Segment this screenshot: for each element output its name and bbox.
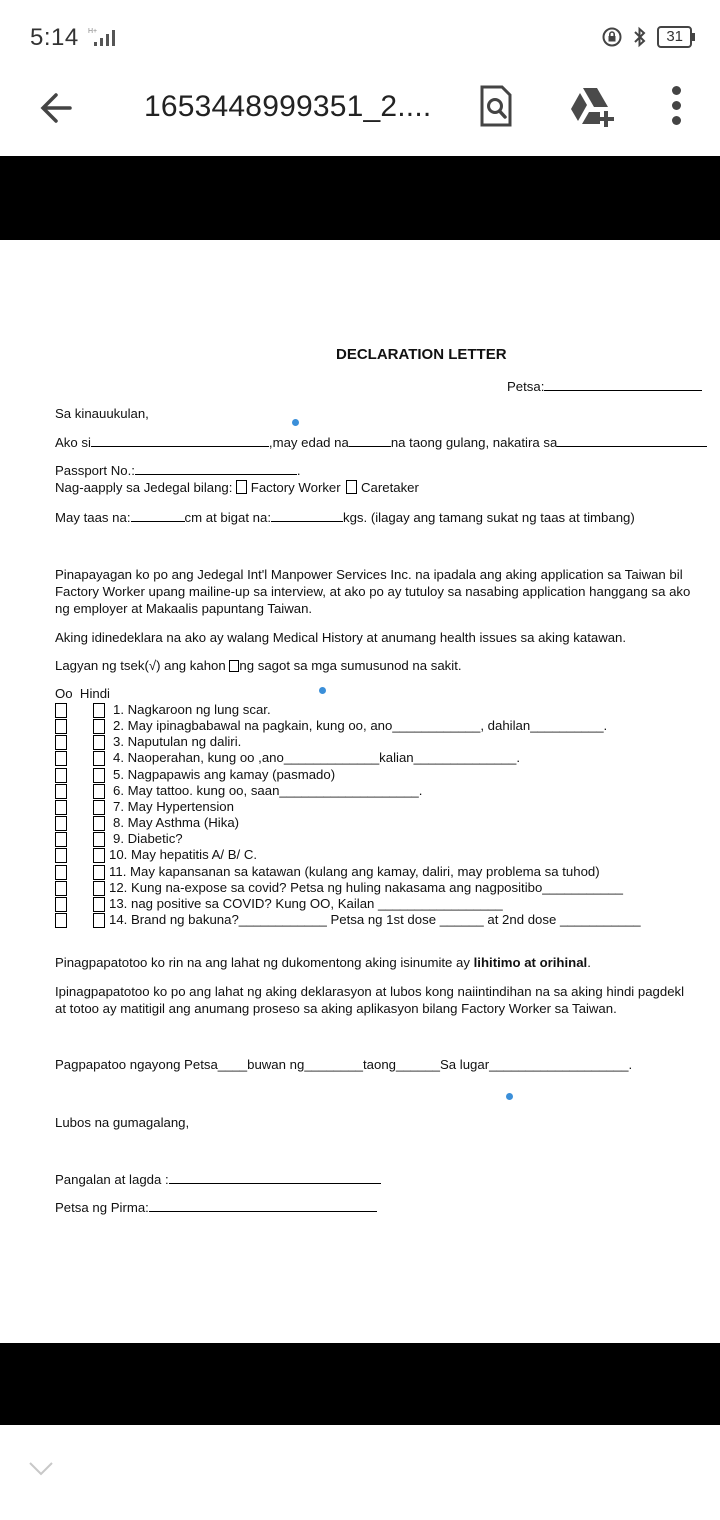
paragraph-2: Aking idinedeklara na ako ay walang Medical History at anumang health issues sa aking katawan.	[55, 630, 627, 645]
paragraph-1-line-3: ng employer at Makaalis papuntang Taiwan.	[55, 601, 313, 616]
hindi-checkbox[interactable]	[93, 881, 105, 896]
passport-line: Passport No.: .	[55, 463, 301, 478]
oo-checkbox[interactable]	[55, 751, 67, 766]
paragraph-4-line-2: at totoo ay matitigil ang anumang proseso sa aking aplikasyon bilang Factory Worker sa Taiwan.	[55, 1001, 617, 1016]
hindi-checkbox[interactable]	[93, 784, 105, 799]
taas-label: May taas na:	[55, 510, 131, 525]
oo-checkbox[interactable]	[55, 816, 67, 831]
questionnaire-item: 6. May tattoo. kung oo, saan___________________.	[113, 783, 423, 798]
attestation-line: Pagpapatoo ngayong Petsa____buwan ng________taong______Sa lugar___________________.	[55, 1057, 633, 1072]
questionnaire-item: 5. Nagpapawis ang kamay (pasmado)	[113, 767, 336, 782]
instruction-part-2: ng sagot sa mga sumusunod na sakit.	[239, 658, 462, 673]
annotation-dot	[506, 1093, 513, 1100]
apply-line	[55, 480, 419, 496]
questionnaire-item: 9. Diabetic?	[113, 831, 183, 846]
document-title: 1653448999351_2....	[144, 90, 432, 123]
paragraph-1-line-2: Factory Worker upang mailine-up sa interview, at ako po ay tutuloy sa nasabing application hanggang sa ako	[55, 584, 691, 599]
instruction-line	[55, 658, 462, 674]
oo-checkbox[interactable]	[55, 881, 67, 896]
name-signature-label: Pangalan at lagda :	[55, 1172, 169, 1187]
oo-checkbox[interactable]	[55, 865, 67, 880]
hindi-checkbox[interactable]	[93, 848, 105, 863]
kgs-label: kgs. (ilagay ang tamang sukat ng taas at timbang)	[343, 510, 635, 525]
viewer-bottom-margin	[0, 1343, 720, 1425]
taong-label: na taong gulang, nakatira sa	[390, 435, 558, 450]
closing: Lubos na gumagalang,	[55, 1115, 190, 1130]
questionnaire-item: 12. Kung na-expose sa covid? Petsa ng huling nakasama ang nagpositibo___________	[109, 880, 623, 895]
column-oo: Oo	[55, 686, 73, 701]
oo-checkbox[interactable]	[55, 703, 67, 718]
status-icons	[601, 26, 692, 48]
passport-label: Passport No.:	[55, 463, 135, 478]
battery-icon: 31	[657, 26, 692, 48]
hindi-checkbox[interactable]	[93, 816, 105, 831]
signal-icon	[84, 26, 120, 48]
paragraph-4-line-1: Ipinagpapatotoo ko po ang lahat ng aking deklarasyon at lubos kong naiintindihan na sa aking hindi pagdekl	[55, 984, 685, 999]
viewer-top-margin	[0, 156, 720, 240]
oo-checkbox[interactable]	[55, 913, 67, 928]
paragraph-3	[55, 955, 591, 971]
app-bar	[0, 76, 720, 156]
oo-checkbox[interactable]	[55, 719, 67, 734]
paragraph-1-line-1: Pinapayagan ko po ang Jedegal Int'l Manpower Services Inc. na ipadala ang aking application sa Taiwan bil	[55, 567, 683, 582]
ako-si-label: Ako si	[55, 435, 91, 450]
questionnaire-item: 14. Brand ng bakuna?____________ Petsa ng 1st dose ______ at 2nd dose ___________	[109, 912, 641, 927]
document-page[interactable]	[5, 240, 720, 1343]
cm-label: cm at bigat na:	[184, 510, 271, 525]
hindi-checkbox[interactable]	[93, 865, 105, 880]
hindi-checkbox[interactable]	[93, 735, 105, 750]
letter-title: DECLARATION LETTER	[336, 346, 507, 363]
edad-label: ,may edad na	[268, 435, 349, 450]
annotation-dot	[292, 419, 299, 426]
svg-text:H+: H+	[88, 28, 98, 35]
oo-checkbox[interactable]	[55, 832, 67, 847]
name-signature-line	[55, 1172, 381, 1188]
clock: 5:14	[30, 24, 79, 51]
paragraph-3-text: Pinagpapatotoo ko rin na ang lahat ng dukomentong aking isinumite ay	[55, 955, 474, 970]
hindi-checkbox[interactable]	[93, 719, 105, 734]
oo-checkbox[interactable]	[55, 800, 67, 815]
oo-checkbox[interactable]	[55, 735, 67, 750]
hindi-checkbox[interactable]	[93, 703, 105, 718]
questionnaire-item: 3. Naputulan ng daliri.	[113, 734, 242, 749]
hindi-checkbox[interactable]	[93, 768, 105, 783]
chevron-down-icon[interactable]	[28, 1460, 54, 1478]
paragraph-3-bold: lihitimo at orihinal	[473, 955, 588, 970]
factory-worker-label: Factory Worker	[250, 480, 341, 495]
oo-checkbox[interactable]	[55, 897, 67, 912]
personal-info-line	[55, 435, 707, 451]
questionnaire-item: 7. May Hypertension	[113, 799, 234, 814]
signature-date-label: Petsa ng Pirma:	[55, 1200, 149, 1215]
questionnaire-item: 8. May Asthma (Hika)	[113, 815, 240, 830]
hindi-checkbox[interactable]	[93, 897, 105, 912]
apply-label: Nag-aapply sa Jedegal bilang:	[55, 480, 233, 495]
add-to-drive-icon[interactable]	[568, 84, 616, 128]
paragraph-3-end: .	[587, 955, 591, 970]
date-field	[507, 379, 702, 395]
bluetooth-icon	[631, 26, 649, 48]
questionnaire-item: 2. May ipinagbabawal na pagkain, kung oo, ano____________, dahilan__________.	[113, 718, 608, 733]
height-weight-line	[55, 510, 635, 526]
oo-checkbox[interactable]	[55, 768, 67, 783]
hindi-checkbox[interactable]	[93, 800, 105, 815]
questionnaire-item: 13. nag positive sa COVID? Kung OO, Kailan _________________	[109, 896, 503, 911]
questionnaire-item: 11. May kapansanan sa katawan (kulang ang kamay, daliri, may problema sa tuhod)	[109, 864, 600, 879]
caretaker-label: Caretaker	[361, 480, 419, 495]
signature-date-line	[55, 1200, 377, 1216]
hindi-checkbox[interactable]	[93, 832, 105, 847]
caretaker-checkbox[interactable]	[346, 480, 357, 494]
questionnaire-item: 10. May hepatitis A/ B/ C.	[109, 847, 258, 862]
more-options-icon[interactable]	[664, 86, 688, 130]
oo-checkbox[interactable]	[55, 784, 67, 799]
find-in-document-icon[interactable]	[478, 84, 514, 128]
questionnaire-item: 1. Nagkaroon ng lung scar.	[113, 702, 271, 717]
instruction-box-icon	[229, 660, 239, 672]
questionnaire-item: 4. Naoperahan, kung oo ,ano_____________kalian______________.	[113, 750, 520, 765]
oo-checkbox[interactable]	[55, 848, 67, 863]
date-label: Petsa:	[507, 379, 545, 394]
status-bar	[0, 0, 720, 76]
lock-rotation-icon	[601, 26, 623, 48]
hindi-checkbox[interactable]	[93, 751, 105, 766]
column-headers	[55, 686, 110, 702]
instruction-part-1: Lagyan ng tsek(√) ang kahon	[55, 658, 226, 673]
column-hindi: Hindi	[79, 686, 110, 701]
annotation-dot	[319, 687, 326, 694]
back-arrow-icon[interactable]	[36, 88, 76, 128]
factory-worker-checkbox[interactable]	[236, 480, 247, 494]
hindi-checkbox[interactable]	[93, 913, 105, 928]
salutation: Sa kinauukulan,	[55, 406, 149, 421]
